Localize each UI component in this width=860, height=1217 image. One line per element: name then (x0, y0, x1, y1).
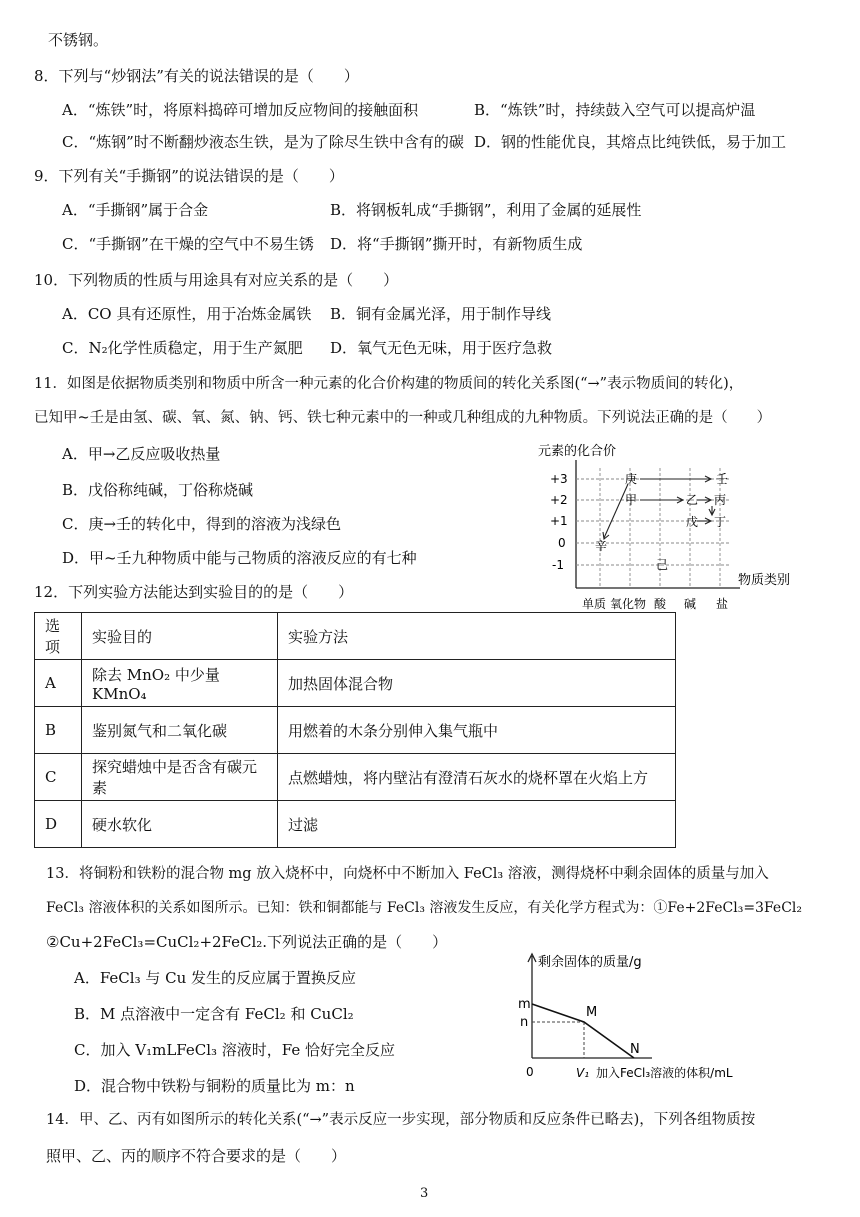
substance-ding: 丁 (714, 515, 727, 529)
substance-jia: 甲 (625, 493, 638, 507)
category-label-oxide: 氧化物 (610, 597, 647, 611)
question-8-option-a: A．“炼铁”时，将原料捣碎可增加反应物间的接触面积 (62, 101, 419, 119)
question-8-option-c: C．“炼钢”时不断翻炒液态生铁，是为了除尽生铁中含有的碳 (62, 133, 464, 151)
line-0: 不锈钢。 (48, 31, 109, 49)
conversion-arrows (603, 476, 715, 539)
question-10-option-c: C．N₂化学性质稳定，用于生产氮肥 (62, 339, 303, 357)
y-tick-zero: 0 (558, 536, 566, 550)
question-9-option-d: D．将“手撕钢”撕开时，有新物质生成 (330, 235, 583, 253)
point-m-label: M (586, 1005, 598, 1020)
origin-label: 0 (526, 1065, 534, 1079)
table-cell: 探究蜡烛中是否含有碳元素 (82, 754, 278, 801)
category-label-base: 碱 (684, 597, 697, 611)
question-9-option-b: B．将钢板轧成“手撕钢”，利用了金属的延展性 (330, 201, 642, 219)
category-axis-title: 物质类别 (738, 573, 791, 588)
y-tick-plus2: +2 (550, 493, 568, 507)
table-cell: 过滤 (278, 801, 676, 848)
question-8-option-b: B．“炼铁”时，持续鼓入空气可以提高炉温 (474, 101, 756, 119)
question-8-option-d: D．钢的性能优良，其熔点比纯铁低，易于加工 (474, 133, 787, 151)
table-row (35, 801, 676, 848)
table-header-cell: 实验目的 (82, 613, 278, 660)
category-label-salt: 盐 (716, 597, 729, 611)
mass-curve (532, 1004, 634, 1058)
table-cell: 点燃蜡烛，将内壁沾有澄清石灰水的烧杯罩在火焰上方 (278, 754, 676, 801)
question-13-stem-line2: FeCl₃ 溶液体积的关系如图所示。已知：铁和铜都能与 FeCl₃ 溶液发生反应，有关化学方程式为：①Fe+2FeCl₃=3FeCl₂ (46, 900, 802, 916)
question-10-option-d: D．氧气无色无味，用于医疗急救 (330, 339, 553, 357)
valence-axis-title: 元素的化合价 (538, 444, 617, 459)
table-header-cell: 实验方法 (278, 613, 676, 660)
substance-geng: 庚 (625, 472, 638, 486)
table-cell: C (35, 754, 82, 801)
category-label-elemental: 单质 (582, 597, 607, 611)
table-cell: D (35, 801, 82, 848)
table-cell: A (35, 660, 82, 707)
table-header-cell: 选项 (35, 613, 82, 660)
table-header-row (35, 613, 676, 660)
grid-lines (576, 468, 730, 588)
question-11-option-c: C．庚→壬的转化中，得到的溶液为浅绿色 (62, 515, 342, 533)
category-label-acid: 酸 (654, 597, 667, 611)
question-10-stem: 10．下列物质的性质与用途具有对应关系的是（ ） (34, 271, 399, 289)
mass-axis-title: 剩余固体的质量/g (538, 955, 642, 970)
v1-label: V₁ (576, 1066, 590, 1080)
question-13-option-a: A．FeCl₃ 与 Cu 发生的反应属于置换反应 (74, 969, 357, 987)
question-14-stem-line1: 14．甲、乙、丙有如图所示的转化关系(“→”表示反应一步实现，部分物质和反应条件已略去)，下列各组物质按 (46, 1112, 756, 1128)
page-number: 3 (420, 1186, 429, 1201)
question-13-option-c: C．加入 V₁mLFeCl₃ 溶液时，Fe 恰好完全反应 (74, 1041, 396, 1059)
substance-yi: 乙 (686, 493, 699, 507)
question-10-option-a: A．CO 具有还原性，用于冶炼金属铁 (62, 305, 312, 323)
question-13-option-d: D．混合物中铁粉与铜粉的质量比为 m：n (74, 1077, 355, 1095)
question-11-option-a: A．甲→乙反应吸收热量 (62, 445, 221, 463)
question-12-stem: 12．下列实验方法能达到实验目的的是（ ） (34, 583, 354, 601)
table-cell: 除去 MnO₂ 中少量 KMnO₄ (82, 660, 278, 707)
y-tick-plus3: +3 (550, 472, 568, 486)
question-10-option-b: B．铜有金属光泽，用于制作导线 (330, 305, 552, 323)
question-11-stem-line2: 已知甲~壬是由氢、碳、氧、氮、钠、钙、铁七种元素中的一种或几种组成的九种物质。下列说法正确的是（ ） (34, 410, 772, 426)
table-cell: 用燃着的木条分别伸入集气瓶中 (278, 707, 676, 754)
question-13-stem-line1: 13．将铜粉和铁粉的混合物 mg 放入烧杯中，向烧杯中不断加入 FeCl₃ 溶液，测得烧杯中剩余固体的质量与加入 (46, 866, 769, 882)
volume-axis-title: 加入FeCl₃溶液的体积/mL (596, 1066, 733, 1080)
substance-ji: 己 (656, 558, 669, 572)
point-n-label: N (630, 1042, 640, 1057)
mass-volume-graph (512, 946, 842, 1086)
question-9-option-a: A．“手撕钢”属于合金 (62, 201, 209, 219)
substance-wu: 戊 (686, 515, 699, 529)
experiment-table (34, 612, 676, 848)
substance-ren: 壬 (716, 472, 729, 486)
table-cell: 加热固体混合物 (278, 660, 676, 707)
question-8-stem: 8．下列与“炒钢法”有关的说法错误的是（ ） (34, 67, 359, 85)
valence-category-diagram (530, 438, 860, 618)
question-13-option-b: B．M 点溶液中一定含有 FeCl₂ 和 CuCl₂ (74, 1005, 354, 1023)
n-label: n (520, 1015, 529, 1030)
m-label: m (518, 997, 531, 1012)
question-11-option-d: D．甲~壬九种物质中能与己物质的溶液反应的有七种 (62, 549, 417, 567)
substance-bing: 丙 (714, 493, 727, 507)
table-row (35, 707, 676, 754)
y-tick-plus1: +1 (550, 514, 568, 528)
question-13-stem-line3: ②Cu+2FeCl₃=CuCl₂+2FeCl₂.下列说法正确的是（ ） (46, 933, 448, 951)
question-11-stem-line1: 11．如图是依据物质类别和物质中所含一种元素的化合价构建的物质间的转化关系图(“→”表示物质间的转化)， (34, 376, 744, 392)
question-11-option-b: B．戊俗称纯碱，丁俗称烧碱 (62, 481, 254, 499)
table-row (35, 754, 676, 801)
table-cell: 硬水软化 (82, 801, 278, 848)
y-tick-minus1: -1 (552, 558, 564, 572)
table-row (35, 660, 676, 707)
question-14-stem-line2: 照甲、乙、丙的顺序不符合要求的是（ ） (46, 1147, 347, 1165)
table-cell: 鉴别氮气和二氧化碳 (82, 707, 278, 754)
table-cell: B (35, 707, 82, 754)
question-9-stem: 9．下列有关“手撕钢”的说法错误的是（ ） (34, 167, 344, 185)
substance-xin: 辛 (595, 539, 608, 553)
question-9-option-c: C．“手撕钢”在干燥的空气中不易生锈 (62, 235, 314, 253)
